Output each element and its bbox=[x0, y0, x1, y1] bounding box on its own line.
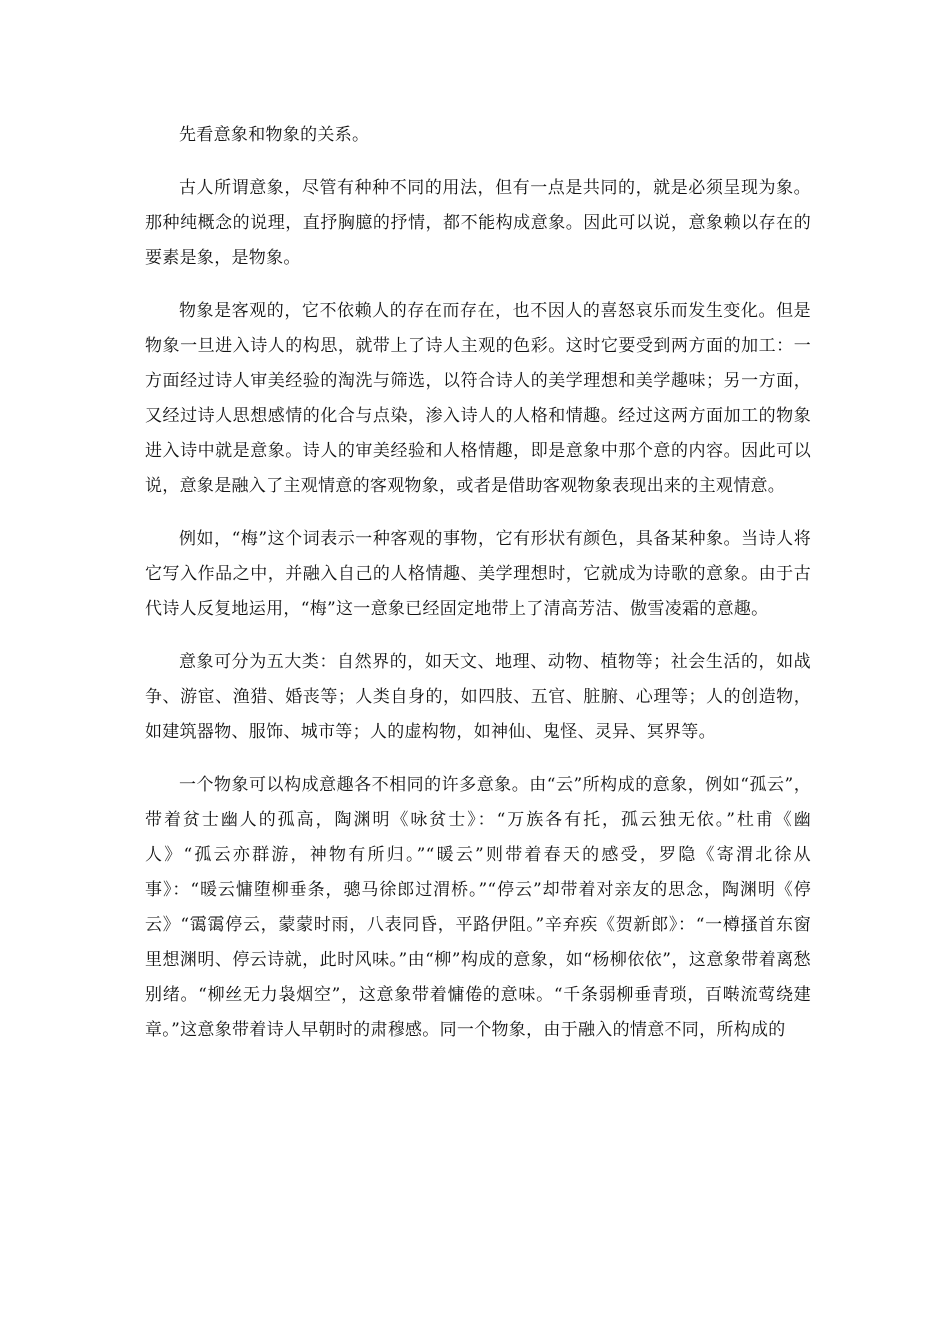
paragraph-cloud-willow-examples: 一个物象可以构成意趣各不相同的许多意象。由“云”所构成的意象，例如“孤云”，带着贫士幽人的孤高，陶渊明《咏贫士》：“万族各有托，孤云独无依。”杜甫《幽人》“孤云亦群游，神物有所归。”“暖云”则带着春天的感受，罗隐《寄渭北徐从事》：“暖云慵堕柳垂条，骢马徐郎过渭桥。”“停云”却带着对亲友的思念，陶渊明《停云》“霭霭停云，蒙蒙时雨，八表同昏，平路伊阻。”辛弃疾《贺新郎》：“一樽搔首东窗里想渊明、停云诗就，此时风味。”由“柳”构成的意象，如“杨柳依依”，这意象带着离愁别绪。“柳丝无力袅烟空”，这意象带着慵倦的意味。“千条弱柳垂青琐，百啭流莺绕建章。”这意象带着诗人早朝时的肃穆感。同一个物象，由于融入的情意不同，所构成的 bbox=[145, 775, 811, 1040]
body-text bbox=[145, 118, 811, 1048]
paragraph-plum-example: 例如，“梅”这个词表示一种客观的事物，它有形状有颜色，具备某种象。当诗人将它写入作品之中，并融入自己的人格情趣、美学理想时，它就成为诗歌的意象。由于古代诗人反复地运用，“梅”这一意象已经固定地带上了清高芳洁、傲雪凌霜的意趣。 bbox=[145, 529, 811, 619]
paragraph-yixiang-definition: 古人所谓意象，尽管有种种不同的用法，但有一点是共同的，就是必须呈现为象。那种纯概念的说理，直抒胸臆的抒情，都不能构成意象。因此可以说，意象赖以存在的要素是象，是物象。 bbox=[145, 178, 811, 268]
paragraph-intro: 先看意象和物象的关系。 bbox=[179, 125, 370, 145]
paragraph-wuxiang-objective: 物象是客观的，它不依赖人的存在而存在，也不因人的喜怒哀乐而发生变化。但是物象一旦进入诗人的构思，就带上了诗人主观的色彩。这时它要受到两方面的加工：一方面经过诗人审美经验的淘洗与筛选，以符合诗人的美学理想和美学趣味；另一方面，又经过诗人思想感情的化合与点染，渗入诗人的人格和情趣。经过这两方面加工的物象进入诗中就是意象。诗人的审美经验和人格情趣，即是意象中那个意的内容。因此可以说，意象是融入了主观情意的客观物象，或者是借助客观物象表现出来的主观情意。 bbox=[145, 301, 811, 496]
paragraph-five-categories: 意象可分为五大类：自然界的，如天文、地理、动物、植物等；社会生活的，如战争、游宦、渔猎、婚丧等；人类自身的，如四肢、五官、脏腑、心理等；人的创造物，如建筑器物、服饰、城市等；人的虚构物，如神仙、鬼怪、灵异、冥界等。 bbox=[145, 652, 811, 742]
